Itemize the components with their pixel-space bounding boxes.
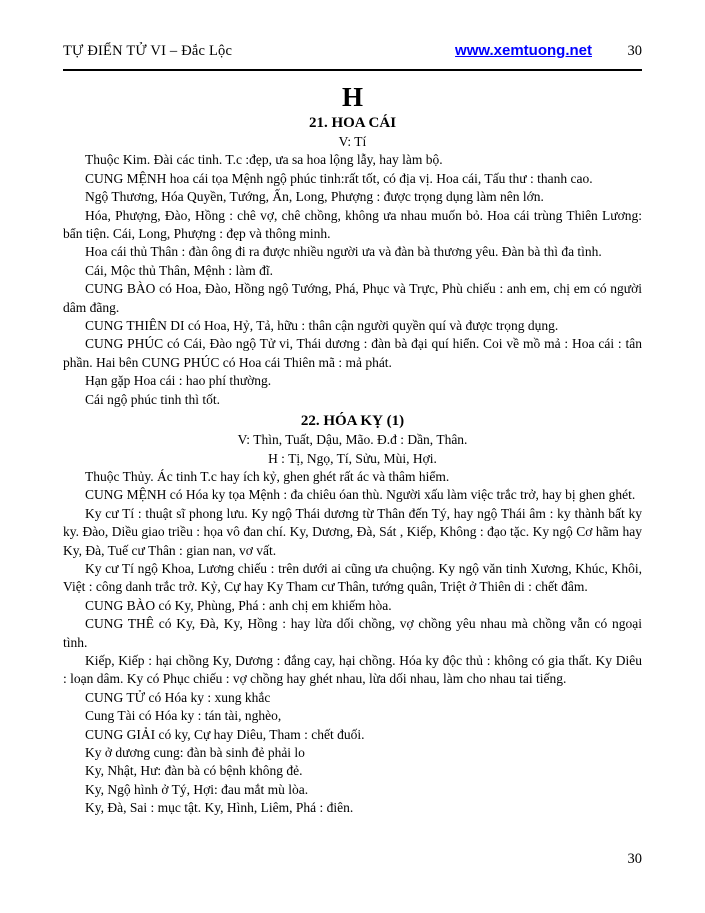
header-divider [63, 69, 642, 71]
document-title: TỰ ĐIỂN TỬ VI – Đắc Lộc [63, 43, 233, 59]
paragraph: Hóa, Phượng, Đào, Hồng : chê vợ, chê chồng, không ưa nhau muốn bỏ. Hoa cái trùng Thiên Lương: bẩn tiện. Cái, Long, Phượng : đẹp và thông minh. [63, 207, 642, 242]
paragraph: Cái ngộ phúc tinh thì tốt. [85, 391, 220, 407]
position-line: H : Tị, Ngọ, Tí, Sửu, Mùi, Hợi. [268, 450, 437, 466]
paragraph: Kiếp, Kiếp : hại chồng Ky, Dương : đắng cay, hại chồng. Hóa ky độc thủ : không có gia thất. Ky Diêu : loạn dâm. Ky có Phục chiếu : vợ chồng hay ghét nhau, lừa dối nhau, làm cho nhau tai tiếng. [63, 652, 642, 687]
paragraph: Ky, Nhật, Hư: đàn bà có bệnh không đẻ. [85, 763, 303, 779]
paragraph: Cung Tài có Hóa ky : tán tài, nghèo, [85, 708, 282, 724]
paragraph: Thuộc Thủy. Ác tinh T.c hay ích kỷ, ghen ghét rất ác và thâm hiểm. [85, 468, 450, 484]
paragraph: Ky cư Tí ngộ Khoa, Lương chiếu : trên dưới ai cũng ưa chuộng. Ky ngộ văn tinh Xương, Khúc, Khôi, Việt : công danh trắc trở. Kỷ, Cự hay Ky Tham cư Thân, tướng quân, Triệt ở Thiên di : chết đâm. [63, 560, 642, 595]
paragraph: CUNG THÊ có Ky, Đà, Ky, Hồng : hay lừa dối chồng, vợ chồng yêu nhau mà chồng vẫn có ngoại tình. [63, 616, 642, 650]
paragraph: CUNG PHÚC có Cái, Đào ngộ Tử vi, Thái dương : đàn bà đại quí hiển. Coi về mồ mả : Hoa cái : tân phần. Hai bên CUNG PHÚC có Hoa cái Thiên mã : mả phát. [63, 336, 642, 370]
paragraph: Thuộc Kim. Đài các tinh. T.c :đẹp, ưa sa hoa lộng lẫy, hay làm bộ. [85, 152, 443, 168]
paragraph: Ngộ Thương, Hóa Quyền, Tướng, Ấn, Long, Phượng : được trọng dụng làm nên lớn. [85, 189, 544, 205]
section-heading: 22. HÓA KỴ (1) [300, 413, 405, 430]
section-hoa-cai [63, 114, 642, 409]
paragraph: CUNG MỆNH có Hóa ky tọa Mệnh : đa chiêu óan thù. Người xấu làm việc trắc trở, hay bị ghen ghét. [85, 487, 636, 503]
paragraph: Hạn gặp Hoa cái : hao phí thường. [85, 373, 272, 389]
section-hoa-ky [63, 412, 642, 818]
paragraph: CUNG THIÊN DI có Hoa, Hỷ, Tả, hữu : thân cận người quyền quí và được trọng dụng. [85, 318, 559, 334]
document-body [0, 82, 705, 818]
website-link[interactable]: www.xemtuong.net [455, 42, 592, 59]
footer-page-number: 30 [627, 851, 642, 867]
paragraph: CUNG BÀO có Hoa, Đào, Hồng ngộ Tướng, Phá, Phục và Trực, Phù chiếu : anh em, chị em có người dâm đãng. [63, 281, 642, 315]
paragraph: Ky, Đà, Sai : mục tật. Ky, Hình, Liêm, Phá : điên. [85, 800, 354, 816]
paragraph: Ky, Ngộ hình ở Tý, Hợi: đau mắt mù lòa. [85, 781, 309, 797]
paragraph: CUNG GIẢI có ky, Cự hay Diêu, Tham : chết đuối. [85, 726, 365, 742]
document-header [0, 0, 705, 60]
paragraph: CUNG MỆNH hoa cái tọa Mệnh ngộ phúc tinh:rất tốt, có địa vị. Hoa cái, Tấu thư : thanh cao. [85, 170, 593, 186]
paragraph: CUNG TỬ có Hóa ky : xung khắc [85, 689, 271, 705]
position-line: V: Thìn, Tuất, Dậu, Mão. Đ.đ : Dần, Thân. [237, 432, 468, 448]
paragraph: CUNG BÀO có Ky, Phùng, Phá : anh chị em khiếm hòa. [85, 597, 392, 613]
paragraph: Ky ở dương cung: đàn bà sinh đẻ phải lo [85, 745, 305, 760]
header-page-number: 30 [627, 43, 642, 59]
paragraph: Hoa cái thủ Thân : đàn ông đi ra được nhiều người ưa và đàn bà thương yêu. Đàn bà thì đa tình. [85, 244, 602, 260]
letter-heading: H [341, 82, 363, 112]
paragraph: Cái, Mộc thủ Thân, Mệnh : làm đĩ. [85, 262, 273, 278]
paragraph: Ky cư Tí : thuật sĩ phong lưu. Ky ngộ Thái dương từ Thân đến Tý, hay ngộ Thái âm : ky thành bất ky ky. Đào, Diều giao triều : họa vô đan chí. Ky, Dương, Đà, Sát , Kiếp, Không : đạo tặc. Ky ngộ Cơ hãm hay Ky, Đà, Tuế cư Thân : gian nan, vơ vất. [63, 505, 642, 558]
section-heading: 21. HOA CÁI [308, 115, 397, 131]
position-line: V: Tí [338, 134, 367, 149]
